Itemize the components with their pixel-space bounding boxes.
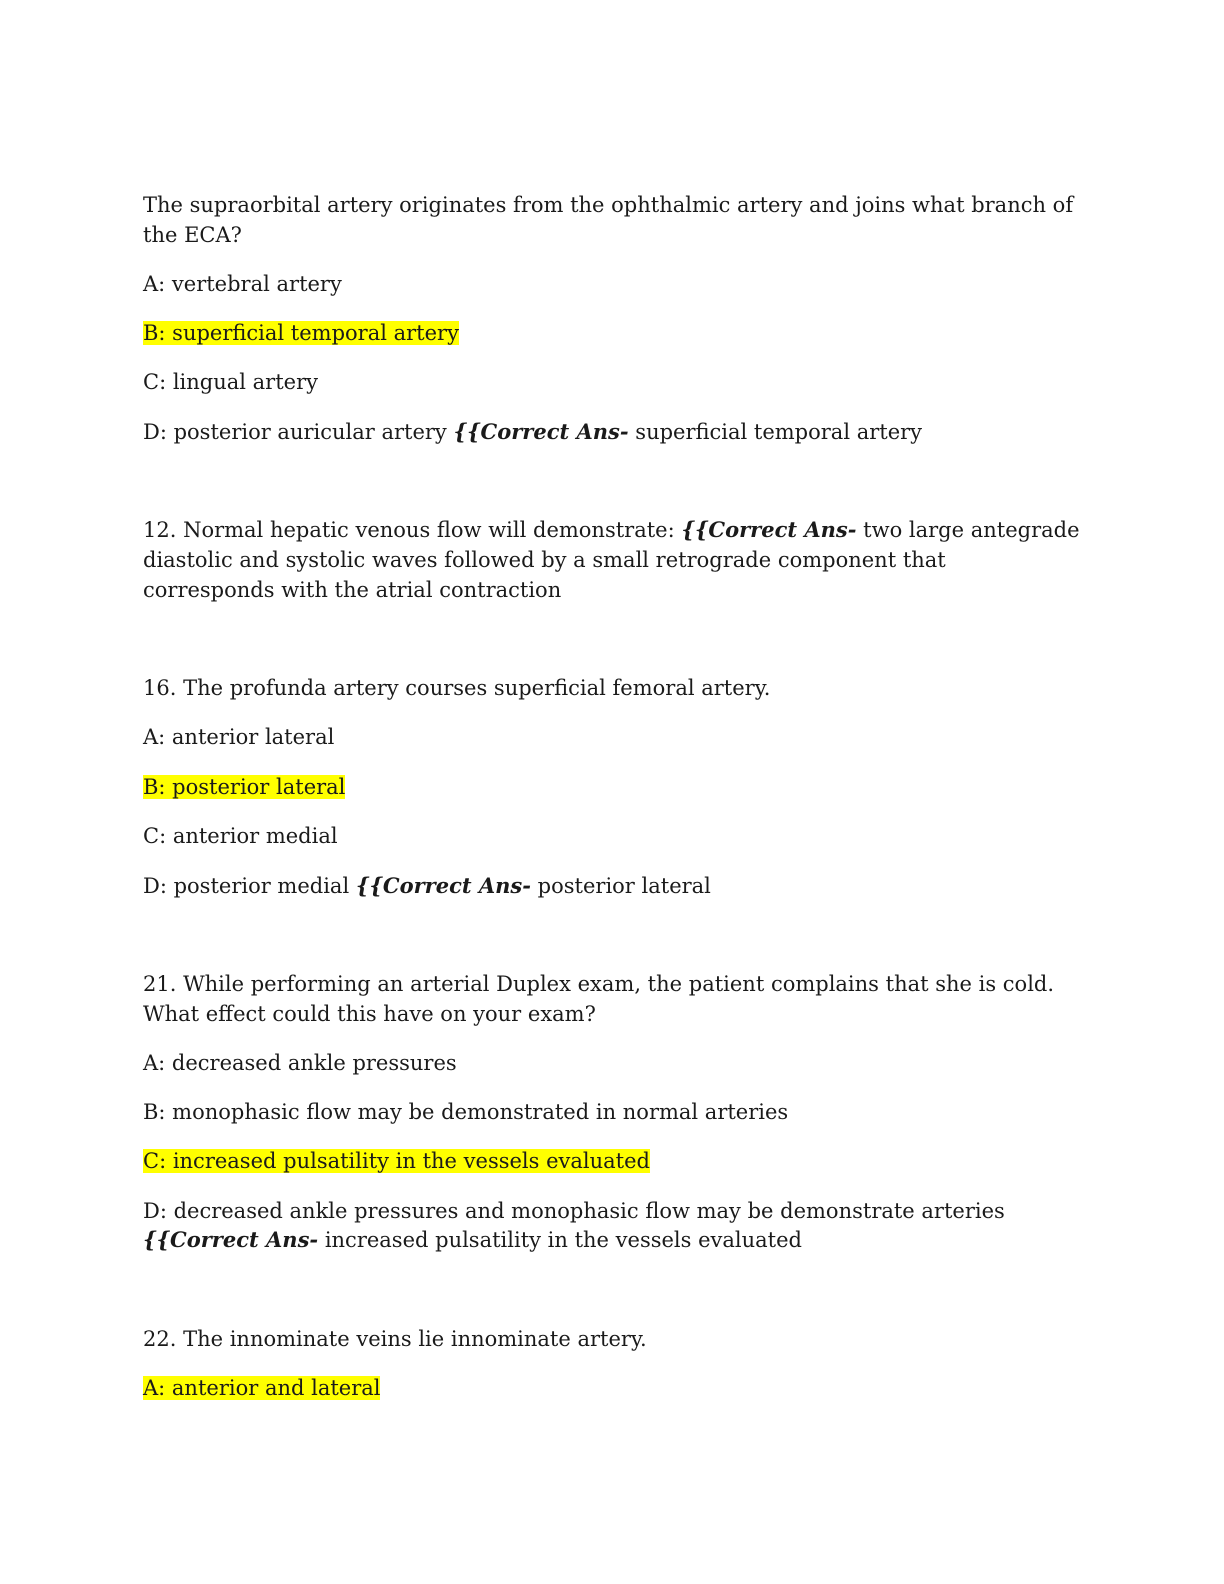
highlight-marker: B: superficial temporal artery: [143, 321, 459, 345]
correct-answer-text: posterior lateral: [537, 874, 711, 898]
highlight-marker: C: increased pulsatility in the vessels evaluated: [143, 1149, 650, 1173]
question-stem-line: 16. The profunda artery courses superficial femoral artery.: [143, 676, 771, 700]
answer-option-highlighted: [143, 318, 459, 348]
question-stem-line-with-answer: [143, 515, 1080, 545]
question-stem-line: What effect could this have on your exam?: [143, 1002, 596, 1026]
correct-answer-marker: {{Correct Ans-: [681, 517, 857, 542]
highlight-marker: B: posterior lateral: [143, 775, 346, 799]
correct-answer-text: superficial temporal artery: [635, 420, 923, 444]
highlight-marker: A: anterior and lateral: [143, 1376, 381, 1400]
answer-option-highlighted: [143, 772, 345, 802]
correct-answer-marker: {{Correct Ans-: [453, 419, 629, 444]
question-stem-line: 21. While performing an arterial Duplex exam, the patient complains that she is cold.: [143, 972, 1055, 996]
answer-option-text: D: posterior auricular artery: [143, 420, 447, 444]
answer-option: A: vertebral artery: [143, 272, 342, 296]
answer-option-highlighted: [143, 1146, 650, 1176]
answer-option: C: anterior medial: [143, 824, 338, 848]
correct-answer-marker: {{Correct Ans-: [355, 873, 531, 898]
answer-option: D: decreased ankle pressures and monophasic flow may be demonstrate arteries: [143, 1199, 1005, 1223]
correct-answer-line: [143, 1225, 802, 1255]
answer-option: C: lingual artery: [143, 370, 318, 394]
answer-option: B: monophasic flow may be demonstrated in normal arteries: [143, 1100, 789, 1124]
correct-answer-marker: {{Correct Ans-: [143, 1227, 319, 1252]
answer-option-highlighted: [143, 1373, 380, 1403]
correct-answer-text: two large antegrade: [863, 518, 1080, 542]
question-stem-text: 12. Normal hepatic venous flow will demonstrate:: [143, 518, 675, 542]
answer-option-with-answer: [143, 871, 711, 901]
question-stem-line: diastolic and systolic waves followed by a small retrograde component that: [143, 548, 946, 572]
correct-answer-text: increased pulsatility in the vessels evaluated: [324, 1228, 802, 1252]
question-stem-line: corresponds with the atrial contraction: [143, 578, 562, 602]
question-stem-line: the ECA?: [143, 223, 242, 247]
question-stem-line: 22. The innominate veins lie innominate artery.: [143, 1327, 647, 1351]
answer-option: A: anterior lateral: [143, 725, 335, 749]
answer-option-with-answer: [143, 417, 922, 447]
answer-option: A: decreased ankle pressures: [143, 1051, 457, 1075]
question-stem-line: The supraorbital artery originates from the ophthalmic artery and joins what branch of: [143, 193, 1074, 217]
answer-option-text: D: posterior medial: [143, 874, 350, 898]
